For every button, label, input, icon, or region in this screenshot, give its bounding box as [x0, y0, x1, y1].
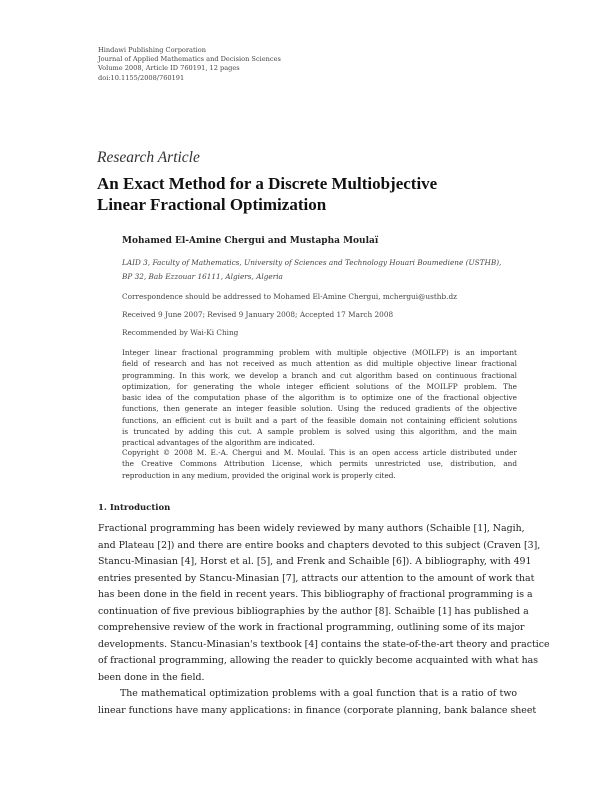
affiliation: [122, 256, 522, 283]
body-line: entries presented by Stancu-Minasian [7], attracts our attention to the amount of work that: [98, 572, 535, 584]
copyright-line: the Creative Commons Attribution License, which permits unrestricted use, distribution, and: [122, 459, 517, 469]
authors: Mohamed El-Amine Chergui and Mustapha Moulaï: [122, 236, 379, 246]
body-line: The mathematical optimization problems with a goal function that is a ratio of two: [120, 688, 517, 699]
publisher: Hindawi Publishing Corporation: [98, 46, 206, 54]
abstract-line: programming. In this work, we develop a branch and cut algorithm based on continuous fractional: [122, 370, 517, 380]
affiliation-line: BP 32, Bab Ezzouar 16111, Algiers, Algeria: [122, 271, 283, 281]
abstract-line: functions, an efficient cut is built and a part of the feasible domain not containing efficient solutions: [122, 415, 517, 425]
body-line: Stancu-Minasian [4], Horst et al. [5], and Frenk and Schaible [6]). A bibliography, with 491: [98, 556, 532, 567]
abstract-line: optimization, for generating the whole integer efficient solutions of the MOILFP problem. The: [122, 381, 517, 391]
copyright-line: reproduction in any medium, provided the original work is properly cited.: [122, 470, 396, 480]
copyright: [122, 447, 517, 481]
body-line: linear functions have many applications: in finance (corporate planning, bank balance sheet: [98, 704, 537, 716]
title-line: An Exact Method for a Discrete Multiobjective: [97, 174, 438, 193]
body-text: [98, 521, 550, 719]
abstract-line: basic idea of the computation phase of the algorithm is to optimize one of the fractional objective: [122, 393, 517, 403]
section-heading: 1. Introduction: [98, 503, 171, 513]
dates: Received 9 June 2007; Revised 9 January 2008; Accepted 17 March 2008: [122, 310, 394, 319]
journal-header: [98, 46, 281, 83]
abstract-line: Integer linear fractional programming problem with multiple objective (MOILFP) is an important: [122, 348, 517, 357]
abstract: [122, 347, 517, 449]
body-line: and Plateau [2]) and there are entire books and chapters devoted to this subject (Craven [3],: [98, 539, 541, 551]
article-type: Research Article: [97, 149, 200, 166]
volume-info: Volume 2008, Article ID 760191, 12 pages: [98, 64, 240, 73]
affiliation-line: LAID 3, Faculty of Mathematics, University of Sciences and Technology Houari Boumediene (USTHB),: [122, 258, 502, 267]
copyright-line: Copyright © 2008 M. E.-A. Chergui and M. Moulaï. This is an open access article distributed under: [122, 448, 517, 457]
doi: doi:10.1155/2008/760191: [98, 73, 185, 82]
abstract-line: field of research and has not received as much attention as did multiple objective linear fractional: [122, 359, 517, 369]
correspondence: Correspondence should be addressed to Mohamed El-Amine Chergui, mchergui@usthb.dz: [122, 292, 457, 301]
title-line: Linear Fractional Optimization: [97, 195, 327, 214]
paper-title: [97, 173, 437, 215]
body-line: comprehensive review of the work in fractional programming, outlining some of its major: [98, 622, 525, 633]
body-line: continuation of five previous bibliographies by the author [8]. Schaible [1] has published a: [98, 605, 529, 617]
body-line: developments. Stancu-Minasian's textbook [4] contains the state-of-the-art theory and practice: [98, 638, 550, 650]
recommended-by: Recommended by Wai-Ki Ching: [122, 328, 239, 337]
abstract-line: functions, then generate an integer feasible solution. Using the reduced gradients of the objective: [122, 404, 517, 414]
abstract-line: is truncated by adding this cut. A sample problem is solved using this algorithm, and the main: [122, 427, 517, 437]
body-line: has been done in the field in recent years. This bibliography of fractional programming is a: [98, 589, 533, 600]
body-line: been done in the field.: [98, 671, 205, 683]
journal-name: Journal of Applied Mathematics and Decision Sciences: [98, 55, 281, 64]
body-line: Fractional programming has been widely reviewed by many authors (Schaible [1], Nagih,: [98, 523, 525, 534]
abstract-line: practical advantages of the algorithm are indicated.: [122, 438, 315, 448]
body-line: of fractional programming, allowing the reader to quickly become acquainted with what has: [98, 655, 539, 666]
